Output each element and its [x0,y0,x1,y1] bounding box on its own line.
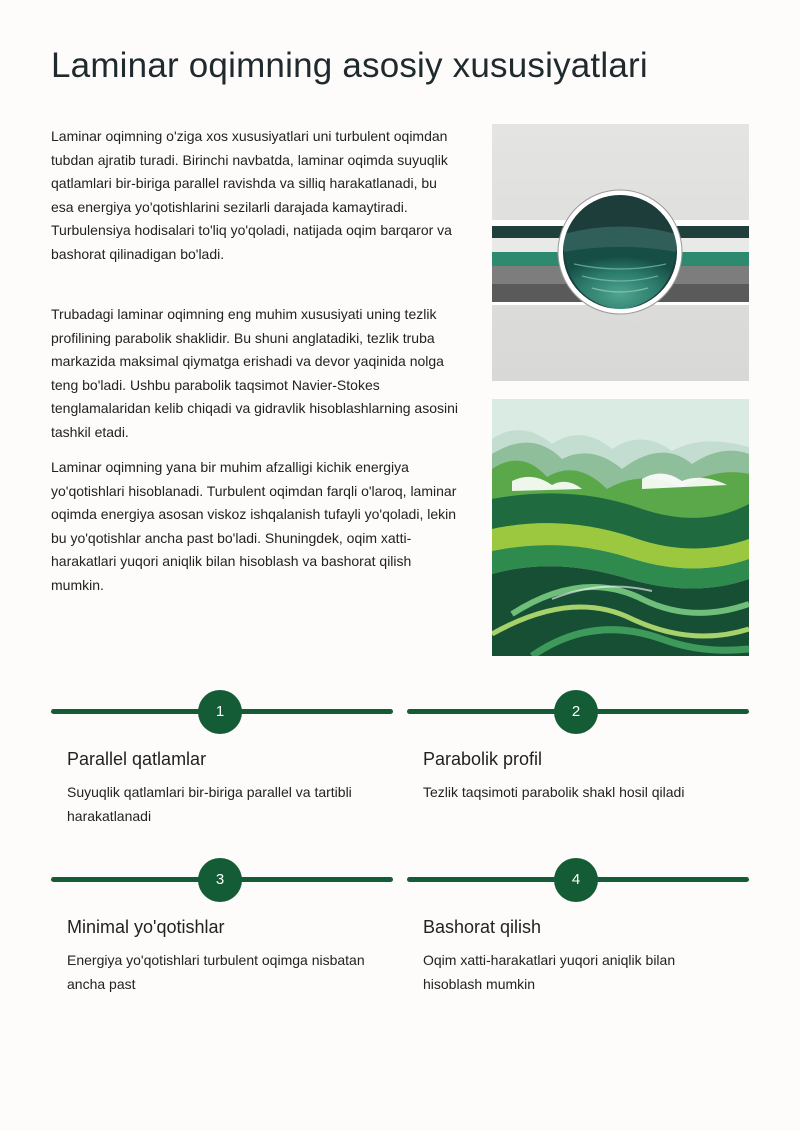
feature-title: Minimal yo'qotishlar [67,917,225,937]
step-number-badge: 3 [198,858,242,902]
feature-title: Bashorat qilish [423,917,542,937]
feature-description: Suyuqlik qatlamlari bir-biriga parallel va tartibli harakatlanadi [67,784,352,824]
parabolic-profile-paragraph: Trubadagi laminar oqimning eng muhim xususiyati uning tezlik profilining parabolik shaklidir. Bu shuni anglatadiki, tezlik truba markazida maksimal qiymatga erishadi va devor yaqinida nolga teng bo'ladi. Ushbu parabolik taqsimot Navier-Stokes tenglamalaridan kelib chiqadi va gidravlik hisoblashlarning asosini tashkil etadi. [51,306,459,440]
feature-description: Energiya yo'qotishlari turbulent oqimga nisbatan ancha past [67,952,365,992]
feature-title: Parallel qatlamlar [67,749,207,769]
green-river-landscape-illustration [492,399,749,656]
energy-loss-paragraph: Laminar oqimning yana bir muhim afzalligi kichik energiya yo'qotishlari hisoblanadi. Turbulent oqimdan farqli o'laroq, laminar oqimda energiya asosan viskoz ishqalanish tufayli yo'qoladi, lekin bu yo'qotishlar ancha past bo'ladi. Shuningdek, oqim xatti-harakatlari yuqori aniqlik bilan hisoblash va bashorat qilish mumkin. [51,459,457,593]
step-number-badge: 4 [554,858,598,902]
intro-paragraph: Laminar oqimning o'ziga xos xususiyatlari uni turbulent oqimdan tubdan ajratib turadi. Birinchi navbatda, laminar oqimda suyuqlik qatlamlari bir-biriga parallel ravishda va silliq harakatlanadi, bu esa energiya yo'qotishlarini sezilarli darajada kamaytiradi. Turbulensiya hodisalari to'liq yo'qoladi, natijada oqim barqaror va bashorat qilinadigan bo'ladi. [51,128,452,262]
step-number-badge: 1 [198,690,242,734]
pipe-flow-illustration [492,124,749,381]
step-number-badge: 2 [554,690,598,734]
feature-description: Tezlik taqsimoti parabolik shakl hosil qiladi [423,784,685,800]
feature-description: Oqim xatti-harakatlari yuqori aniqlik bilan hisoblash mumkin [423,952,676,992]
feature-title: Parabolik profil [423,749,543,769]
page-title: Laminar oqimning asosiy xususiyatlari [51,46,648,85]
